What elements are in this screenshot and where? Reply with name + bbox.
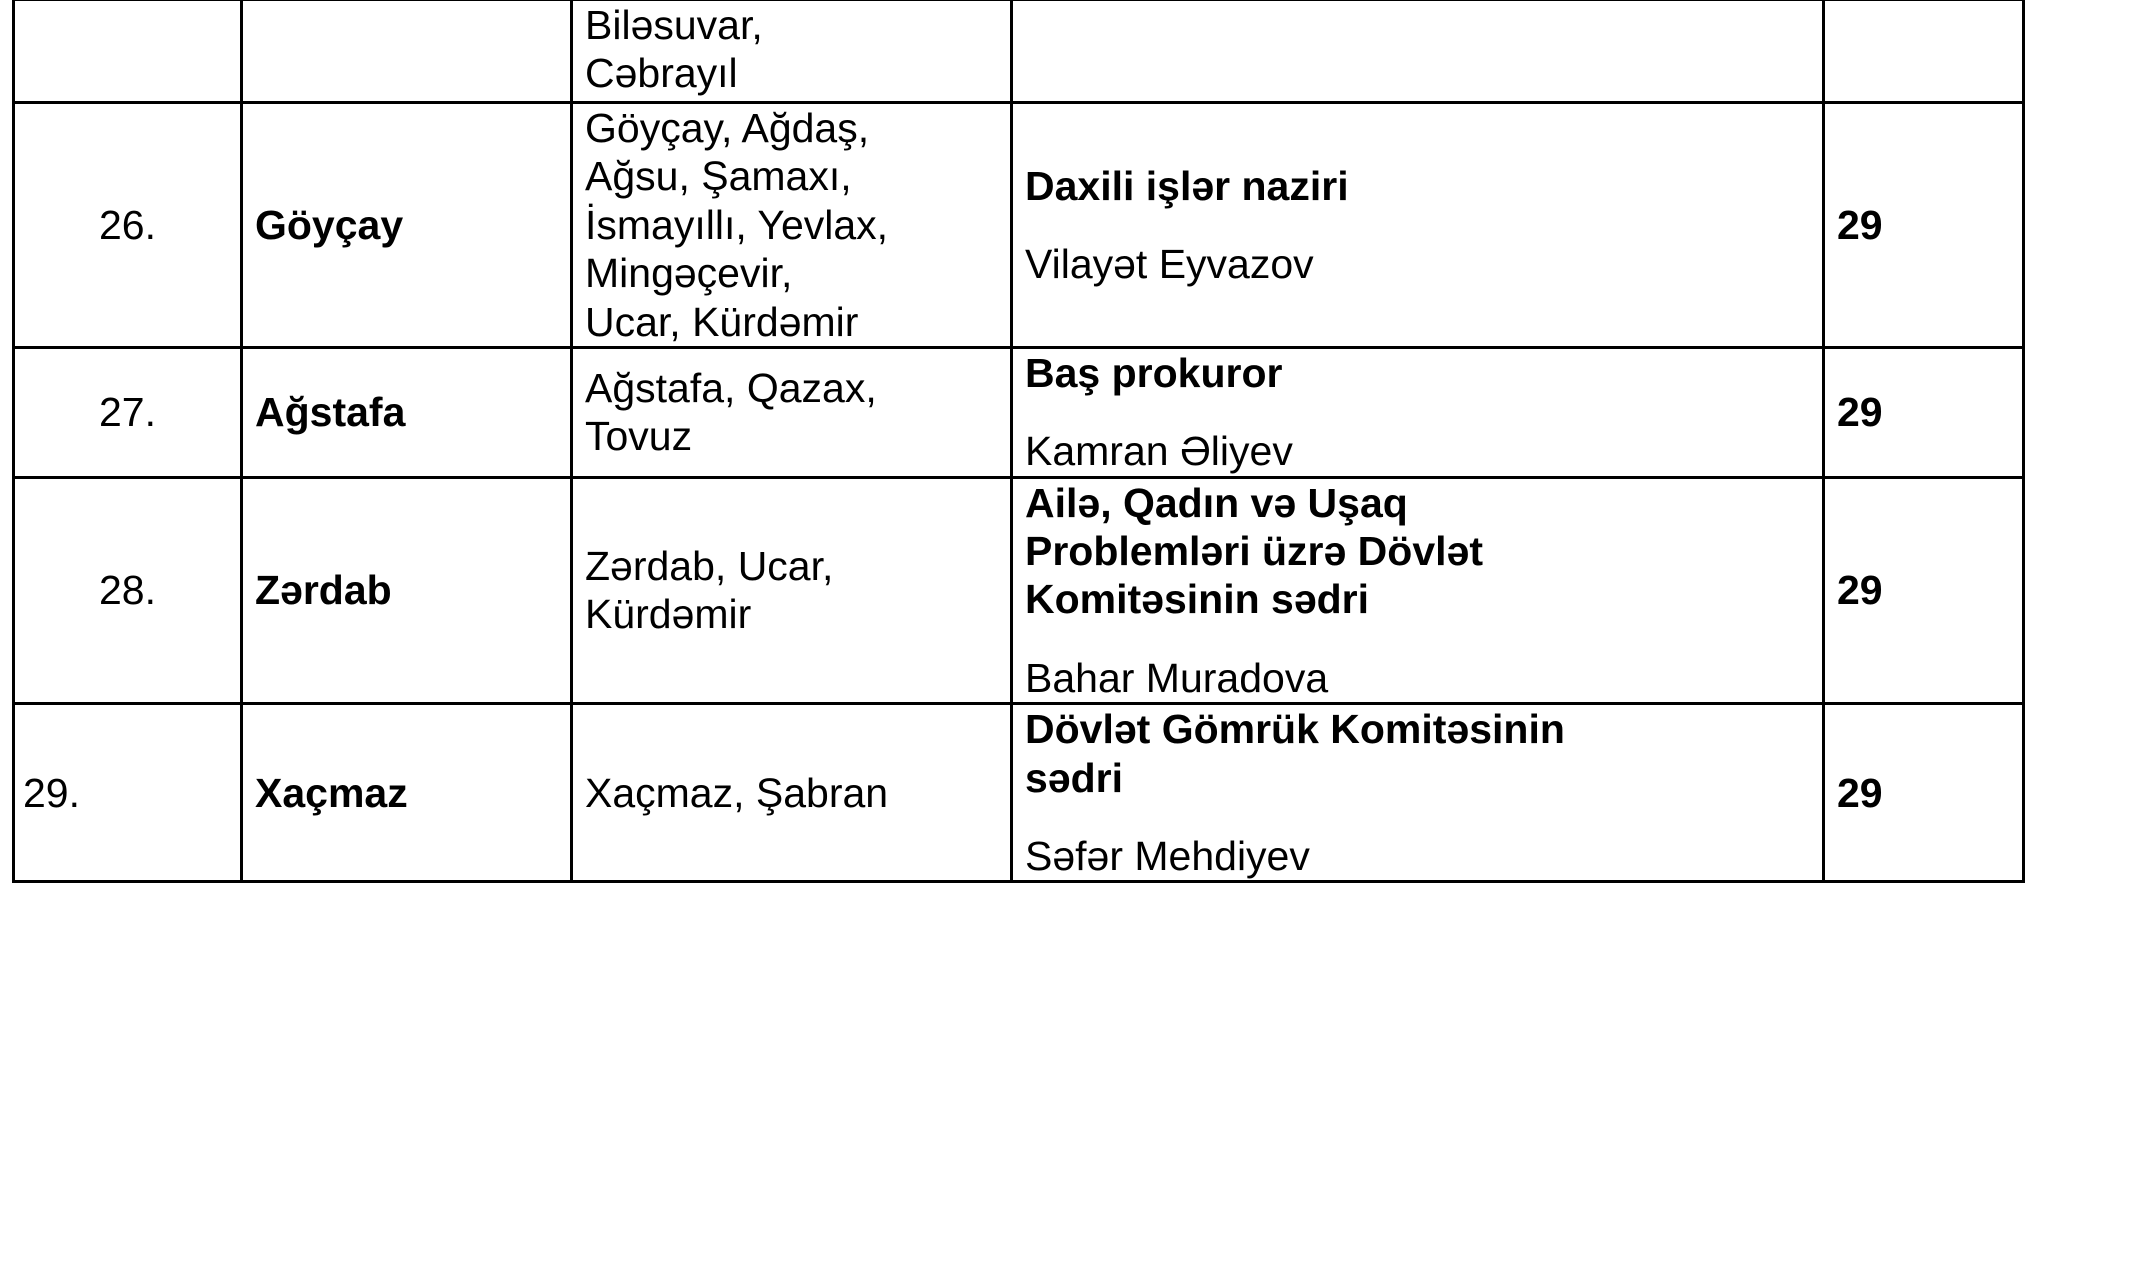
row-count: 29 xyxy=(1824,103,2024,348)
row-count: 29 xyxy=(1824,347,2024,477)
person-name: Kamran Əliyev xyxy=(1025,428,1293,475)
row-count: 29 xyxy=(1824,704,2024,882)
row-number: 29. xyxy=(14,704,242,882)
row-person xyxy=(1012,704,1824,882)
table-row xyxy=(14,0,2024,103)
row-number xyxy=(14,0,242,103)
row-center: Zərdab xyxy=(242,477,572,704)
row-center xyxy=(242,0,572,103)
spacer xyxy=(1025,624,1810,654)
row-districts: Göyçay, Ağdaş, Ağsu, Şamaxı, İsmayıllı, Yevlax, Mingəçevir, Ucar, Kürdəmir xyxy=(572,103,1012,348)
row-center: Xaçmaz xyxy=(242,704,572,882)
row-districts: Zərdab, Ucar, Kürdəmir xyxy=(572,477,1012,704)
row-count xyxy=(1824,0,2024,103)
table-row xyxy=(14,704,2024,882)
table-row xyxy=(14,477,2024,704)
row-number: 27. xyxy=(14,347,242,477)
person-name: Səfər Mehdiyev xyxy=(1025,832,1310,879)
table-row xyxy=(14,347,2024,477)
row-count: 29 xyxy=(1824,477,2024,704)
person-title: Daxili işlər naziri xyxy=(1025,162,1349,209)
schedule-table xyxy=(12,0,2025,883)
row-number: 26. xyxy=(14,103,242,348)
person-name: Vilayət Eyvazov xyxy=(1025,240,1314,287)
row-center: Göyçay xyxy=(242,103,572,348)
row-districts: Xaçmaz, Şabran xyxy=(572,704,1012,882)
row-number: 28. xyxy=(14,477,242,704)
spacer xyxy=(1025,210,1810,240)
spacer xyxy=(1025,397,1810,427)
page-bottom-margin xyxy=(0,1228,2131,1281)
person-title: Ailə, Qadın və Uşaq Problemləri üzrə Dövlət Komitəsinin sədri xyxy=(1025,479,1483,623)
person-title: Dövlət Gömrük Komitəsinin sədri xyxy=(1025,706,1565,801)
row-person xyxy=(1012,347,1824,477)
spacer xyxy=(1025,802,1810,832)
row-person xyxy=(1012,477,1824,704)
row-center: Ağstafa xyxy=(242,347,572,477)
person-name: Bahar Muradova xyxy=(1025,654,1329,701)
person-title: Baş prokuror xyxy=(1025,349,1283,396)
row-person xyxy=(1012,0,1824,103)
row-person xyxy=(1012,103,1824,348)
districts-line-2: Cəbrayıl xyxy=(585,50,738,97)
districts-line-1: Biləsuvar, xyxy=(585,2,763,48)
table-row xyxy=(14,103,2024,348)
row-districts xyxy=(572,0,1012,103)
row-districts: Ağstafa, Qazax, Tovuz xyxy=(572,347,1012,477)
